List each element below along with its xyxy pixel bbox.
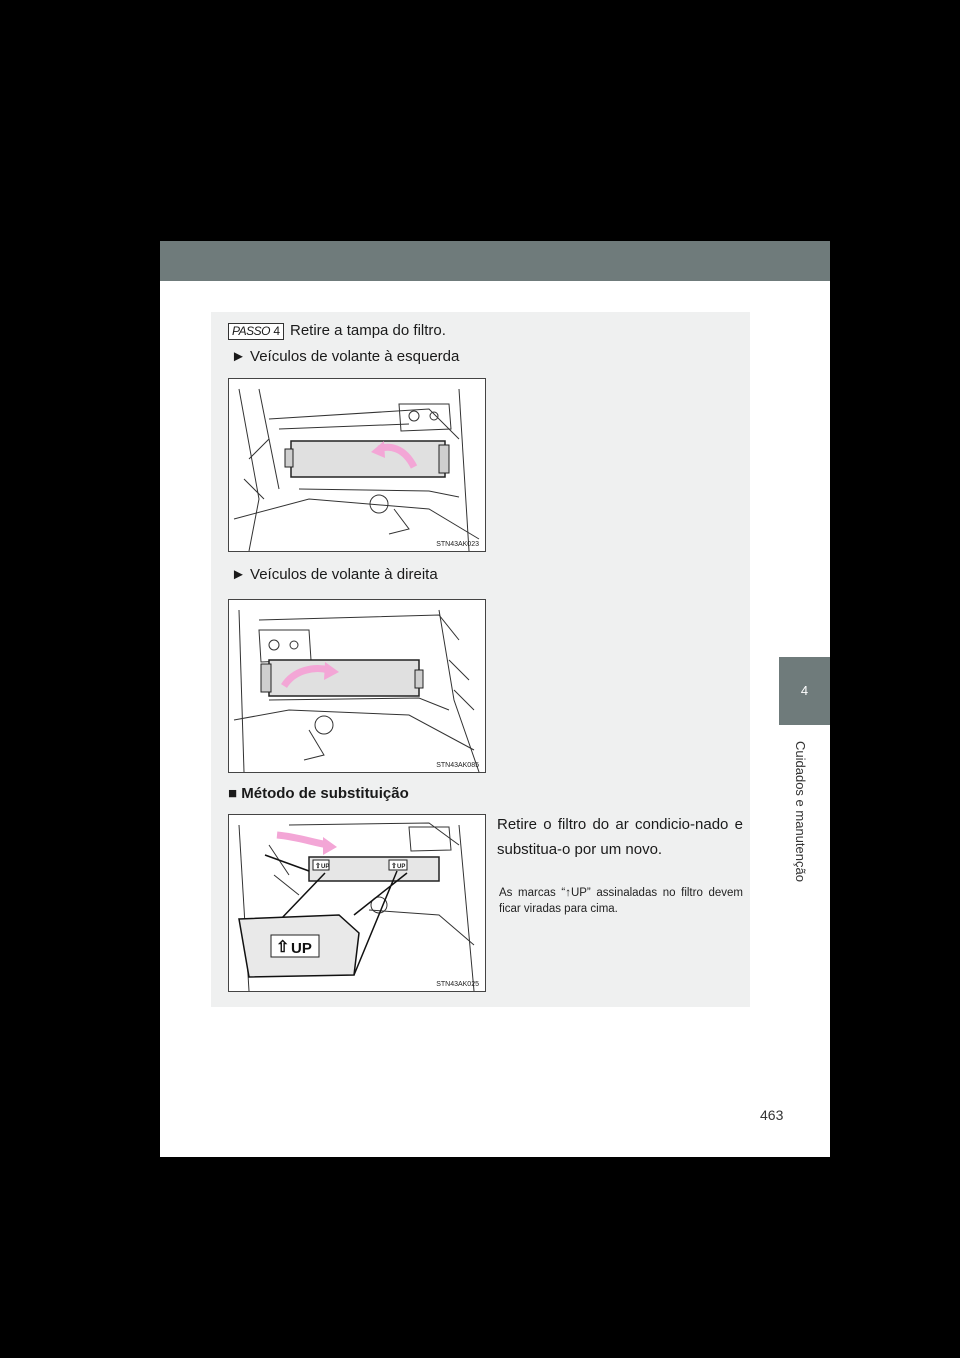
header-bar xyxy=(160,241,830,281)
step-badge: PASSO 4 xyxy=(228,323,284,340)
svg-text:UP: UP xyxy=(321,864,330,870)
chapter-number: 4 xyxy=(800,683,809,698)
svg-text:⇧: ⇧ xyxy=(391,863,397,870)
figure-code: STN43AK023 xyxy=(436,541,479,548)
figure-code: STN43AK025 xyxy=(436,981,479,988)
bullet-right-hand: ► Veículos de volante à direita xyxy=(231,566,438,583)
figure-right-hand-drive xyxy=(228,599,486,773)
filter-cover-illustration xyxy=(229,600,485,772)
bullet-left-hand: ► Veículos de volante à esquerda xyxy=(231,348,460,365)
step-instruction xyxy=(228,322,446,340)
up-mark-note: As marcas “↑UP” assinaladas no filtro devem ficar viradas para cima. xyxy=(499,887,743,915)
chapter-label: Cuidados e manutenção xyxy=(793,741,808,882)
figure-code: STN43AK085 xyxy=(436,762,479,769)
step-text: Retire a tampa do filtro. xyxy=(290,322,446,339)
figure-left-hand-drive xyxy=(228,378,486,552)
filter-replacement-illustration xyxy=(229,815,485,991)
figure-replacement-method xyxy=(228,814,486,992)
triangle-bullet-icon: ► xyxy=(231,566,246,583)
square-bullet-icon: ■ xyxy=(228,785,238,802)
chapter-tab[interactable] xyxy=(779,657,830,725)
content-panel xyxy=(211,312,750,1007)
section-heading: ■ Método de substituição xyxy=(228,785,409,802)
svg-text:⇧: ⇧ xyxy=(315,863,321,870)
svg-text:UP: UP xyxy=(291,940,312,957)
triangle-bullet-icon: ► xyxy=(231,348,246,365)
page-number: 463 xyxy=(760,1107,784,1123)
filter-cover-illustration xyxy=(229,379,485,551)
replacement-instruction: Retire o filtro do ar condicio-nado e substitua-o por um novo. xyxy=(497,816,743,858)
manual-page xyxy=(160,241,830,1157)
svg-text:UP: UP xyxy=(397,864,406,870)
svg-text:⇧: ⇧ xyxy=(276,939,290,956)
